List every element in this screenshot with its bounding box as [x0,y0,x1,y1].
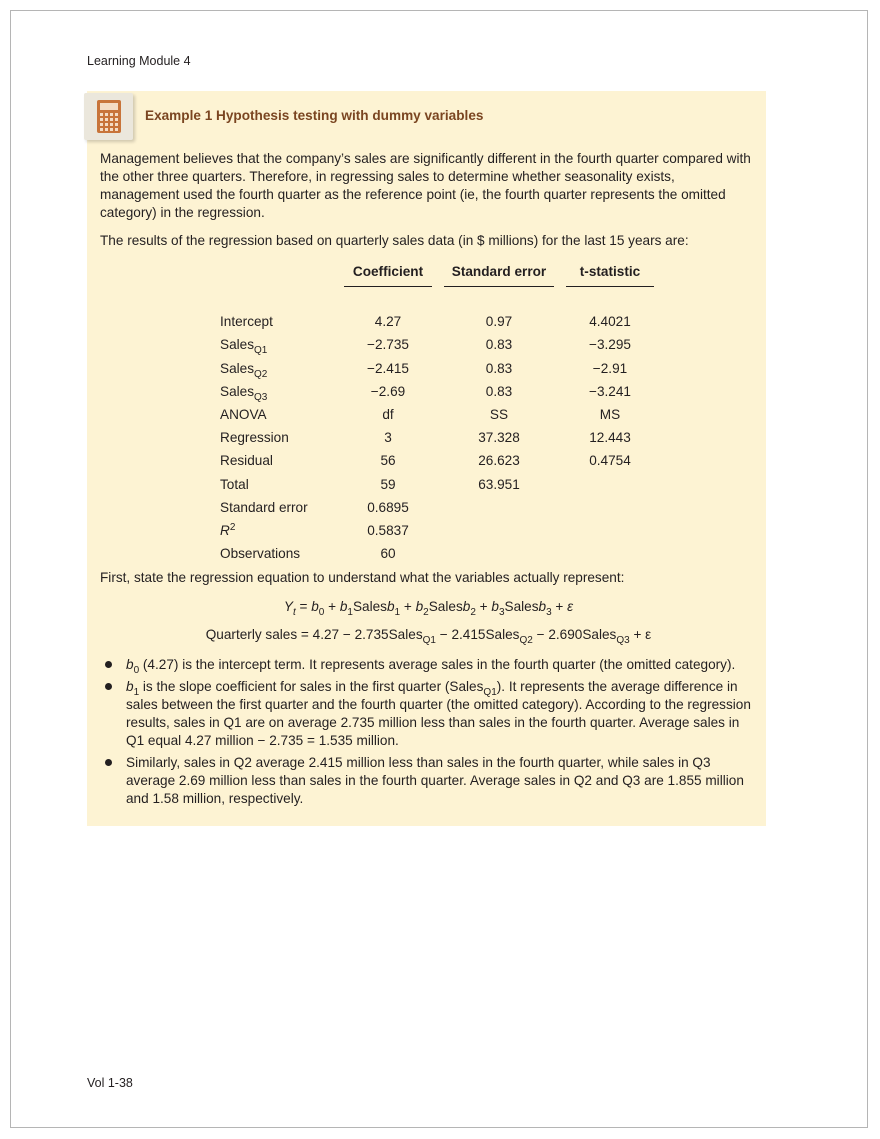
table-row [215,449,654,472]
row-label: Residual [220,453,273,469]
example-title: Example 1 Hypothesis testing with dummy variables [145,108,484,123]
cell-c3: 12.443 [589,430,631,446]
row-label: Regression [220,430,289,446]
cell-c3: 4.4021 [589,314,631,330]
cell-c1: 4.27 [374,314,402,330]
cell-c1: 59 [380,476,396,492]
regression-results-table [215,262,654,565]
page-number: Vol 1-38 [87,1076,133,1090]
row-label: Standard error [220,499,308,515]
row-label: ANOVA [220,407,267,422]
bullet-icon [105,661,112,668]
estimated-equation: Quarterly sales = 4.27 − 2.735Sales$_{Q1}$ − 2.415Sales$_{Q2}$ − 2.690Sales$_{Q3}$ + ε [205,627,652,646]
interpretation-list [100,656,760,812]
cell-c1: 60 [380,546,396,562]
header-t-statistic: t-statistic [566,262,654,287]
table-row [215,542,654,565]
cell-c3 [566,496,654,519]
cell-c2: 0.97 [485,314,513,330]
cell-c2: SS [489,407,509,422]
cell-c3 [566,519,654,542]
table-row [215,426,654,449]
cell-c1: 3 [384,430,392,446]
cell-c1: 0.6895 [367,499,409,515]
cell-c1: 56 [380,453,396,469]
cell-c1: −2.735 [367,337,409,353]
bullet-icon [105,683,112,690]
cell-c2 [444,496,554,519]
running-header: Learning Module 4 [87,54,191,68]
table-row [215,310,654,333]
table-row [215,403,654,426]
cell-c3: MS [599,407,621,422]
equation-intro-paragraph: First, state the regression equation to understand what the variables actually represent: [100,570,625,585]
results-intro-paragraph: The results of the regression based on quarterly sales data (in $ millions) for the last 15 years are: [100,233,689,248]
cell-c3: 0.4754 [589,453,631,469]
cell-c2: 37.328 [478,430,520,446]
calculator-icon [84,93,133,140]
header-coefficient: Coefficient [344,262,432,287]
list-item: $b_1$ is the slope coefficient for sales in the first quarter (Sales$_{Q1}$). It represents the average difference in sales between the first quarter and the fourth quarter (the omitted category). According to the regression results, sales in Q1 are on average 2.735 million less than sales in the fourth quarter. Average sales in Q1 equal 4.27 million − 2.735 = 1.535 million. [100,678,760,750]
cell-c1: df [382,407,394,422]
table-header-row [215,262,654,287]
row-label: Sales$_{Q1}$ [220,337,268,357]
intro-paragraph: Management believes that the company’s sales are significantly different in the fourth quarter compared with the other three quarters. Therefore, in regressing sales to determine whether seasonality exists, management used the fourth quarter as the reference point (ie, the fourth quarter represents the omitted category) in the regression. [100,151,751,220]
table-row [215,496,654,519]
cell-c1: −2.415 [367,360,409,376]
cell-c2: 0.83 [485,383,513,399]
cell-c3: −3.241 [589,383,631,399]
row-label: $R^2$ [220,522,236,539]
table-row [215,380,654,403]
cell-c3: −3.295 [589,337,631,353]
cell-c2: 63.951 [478,476,520,492]
header-standard-error: Standard error [444,262,554,287]
list-item: Similarly, sales in Q2 average 2.415 million less than sales in the fourth quarter, while sales in Q3 average 2.69 million less than sales in the fourth quarter. Average sales in Q2 and Q3 are 1.855 million and 1.58 million, respectively. [100,754,760,808]
cell-c3 [566,473,654,496]
regression-equation: $Y_t = b_0$ + $b_1Salesb_1$ + $b_2Salesb_2$ + $b_3Salesb_3 + \varepsilon$ [283,599,574,618]
row-label: Total [220,476,249,492]
row-label: Sales$_{Q3}$ [220,383,268,403]
bullet-icon [105,759,112,766]
row-label: Intercept [220,314,273,330]
cell-c2 [444,519,554,542]
row-label: Sales$_{Q2}$ [220,360,268,380]
table-row [215,519,654,542]
table-row [215,357,654,380]
cell-c2: 0.83 [485,360,513,376]
cell-c1: 0.5837 [367,523,409,539]
table-row [215,333,654,356]
cell-c3: −2.91 [592,360,628,376]
cell-c3 [566,542,654,565]
cell-c2: 0.83 [485,337,513,353]
table-row [215,473,654,496]
row-label: Observations [220,546,301,562]
list-item: $b_0$ (4.27) is the intercept term. It represents average sales in the fourth quarter (the omitted category). [100,656,760,674]
cell-c2 [444,542,554,565]
cell-c1: −2.69 [370,383,406,399]
cell-c2: 26.623 [478,453,520,469]
